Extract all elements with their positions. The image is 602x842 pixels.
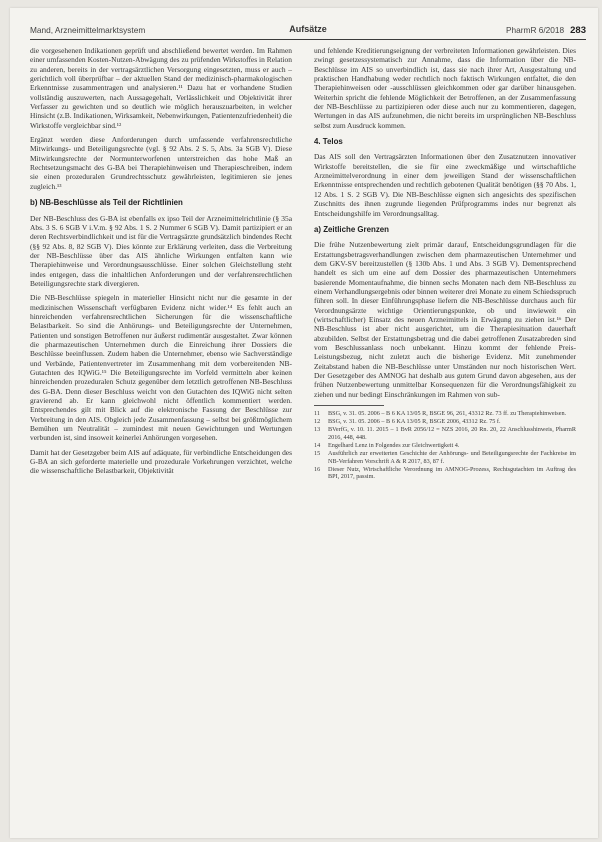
journal-page: [10, 8, 598, 838]
footnote: [314, 410, 576, 418]
footnote-text: Dieser Nutz, Wirtschaftliche Verordnung im AMNOG-Prozess, Rechtsgutachten im Auftrag des BPI, 2017, passim.: [328, 465, 576, 481]
footnote: [314, 442, 576, 450]
section-heading-4: 4. Telos: [314, 137, 343, 147]
footnote-number: 13: [314, 426, 321, 434]
paragraph: Ergänzt werden diese Anforderungen durch umfassende verfahrensrechtliche Mitwirkungs- und Beteiligungsrechte (vgl. § 92 Abs. 2 S. 5, Abs. 3a SGB V). Diese Mitwirkungsrechte der Normunterworfenen unterstreichen das hohe Maß an Rechtsetzungsmacht des G-BA bei Therapiehinweisen und Therapieschreiben, indem sie einen prozeduralen Grundrechtsschutz gewährleisten, legitimieren sie jenes zugleich.¹³: [30, 135, 292, 191]
footnote-number: 15: [314, 450, 321, 457]
footnote: [314, 450, 576, 465]
article-short-title: Mand, Arzneimittelmarktsystem: [30, 25, 146, 35]
paragraph: Die NB-Beschlüsse spiegeln in materieller Hinsicht nicht nur die gesamte in der medizinischen Wissenschaft verfügbaren Evidenz nicht wider.¹⁴ Es fehlt auch an hinreichenden verfahrensrechtlichen Sicherungen für die wissenschaftliche Belastbarkeit. So sind die Anhörungs- und Beteiligungsrechte der Unternehmen, Patienten und sonstigen Betroffenen nur äußerst rudimentär ausgestaltet. Zwar können die pharmazeutischen Unternehmen durch die Einreichung ihrer Dossiers die Beschlüsse beeinflussen. Zudem haben die Unternehmer, ebenso wie Sachverständige und Verbände, Patientenvertreter im Zusammenhang mit dem vorbereitenden NB-Gutachten des IQWiG.¹⁵ Die Beteiligungsrechte im Vorfeld vermitteln aber keinen hinreichenden prozeduralen Schutz gegenüber dem letztlich getroffenen NB-Beschluss des G-BA. Denn dieser Beschluss weicht von den Gutachten des IQWiG nicht selten gravierend ab. Er kann gleichwohl nicht öffentlich kommentiert werden. Entsprechendes gilt mit Blick auf die elektronische Fassung der Beschlüsse zur Verbreitung in den AIS. Obgleich jede Zusammenfassung – selbst bei größtmöglichem Bemühen um Neutralität – zumindest mit neuen Gewichtungen und Wertungen verbunden ist, sind insoweit keinerlei Anhörungen vorgesehen.: [30, 293, 292, 443]
footnote-rule: [314, 405, 384, 406]
footnote-number: 16: [314, 465, 321, 473]
journal-citation: PharmR 6/2018: [506, 25, 565, 35]
footnote-text: Ausführlich zur erweiterten Geschichte der Anhörungs- und Beteiligungsrechte der Fachkreise im NB-Verfahren Vorschrift A & R 2017, 83, 87 f.: [328, 450, 576, 465]
footnote-text: BSG, v. 31. 05. 2006 – B 6 KA 13/05 R, BSGE 96, 261, 43312 Rz. 73 ff. zu Therapiehinweisen.: [328, 410, 567, 418]
paragraph: die vorgesehenen Indikationen geprüft und abschließend bewertet werden. Im Rahmen einer umfassenden Kosten-Nutzen-Abwägung des zu prüfenden Wirkstoffes in Relation zu anderen, bereits in der vertragsärztlichen Versorgung eingesetzten, muss er auch – gerichtlich voll überprüfbar – der aktuellen Stand der medizinisch-pharmakologischen Erkenntnisse zusammentragen und analysieren.¹¹ Dazu hat er vorhandene Studien vollständig auszuwerten, nach Aussagegehalt, Verlässlichkeit und Objektivität ihrer Verfasser zu gewichten und so deutlich wie möglich herauszuarbeiten, in welcher Hinsicht (z.B. Indikationen, Wirksamkeit, Nebenwirkungen, Patientenzufriedenheit) die Wirkstoffe vergleichbar sind.¹²: [30, 46, 292, 130]
paragraph: Damit hat der Gesetzgeber beim AIS auf adäquate, für verbindliche Entscheidungen des G-BA an sich geforderte materielle und prozedurale Vorkehrungen verzichtet, welche die wissenschaftliche Belastbarkeit, Objektivität: [30, 447, 292, 476]
footnote-text: Engelhard Lenz in Folgendes zur Gleichwertigkeit 4.: [328, 441, 460, 449]
footnotes: [314, 410, 576, 481]
footnote-number: 11: [314, 410, 320, 418]
section-title: Aufsätze: [289, 24, 327, 34]
section-heading-b: b) NB-Beschlüsse als Teil der Richtlinien: [30, 198, 183, 208]
right-column: [314, 46, 576, 481]
paragraph: Die frühe Nutzenbewertung zielt primär darauf, Entscheidungsgrundlagen für die Erstattungsbetragsverhandlungen zwischen dem pharmazeutischen Unternehmer und dem GKV-SV bereitzustellen (§ 130b Abs. 1 und Abs. 3 SGB V). Dementsprechend handelt es sich um eine auf dem Dossier des pharmazeutischen Unternehmers basierende Momentaufnahme, die binnen sechs Monaten nach dem NB-Beschluss zu einem Verhandlungsergebnis oder binnen weiterer drei Monate zu einem Schiedsspruch führen soll. In dieser Einführungsphase liefern die NB-Beschlüsse durchaus auch für Verordnungsärzte wichtige Orientierungspunkte, ob und inwieweit ein (wirtschaftlicher) Einsatz des neuen Arzneimittels in Erwägung zu ziehen ist.¹⁶ Der NB-Beschluss ist aber nicht ausgerichtet, um die Therapiesituation dauerhaft abzubilden. Selbst der Erstattungsbetrag und die dabei getroffenen Zusatzabreden sind vom Beschlussanlass noch unbekannt. Hinzu kommt der fehlende Preis-Leistungsbezug, nicht zuletzt auch die bisherige Evidenz. Mit zunehmender Zeitabstand haben die NB-Beschlüsse unter Umständen nur noch historischen Wert. Der Gesetzgeber des AMNOG hat deshalb aus gutem Grund davon abgesehen, aus der frühen Nutzenbewertung unmittelbar Konsequenzen für die Verordnungsfähigkeit zu ziehen und nur bedingt Einschränkungen im Rahmen von sub-: [314, 240, 576, 399]
section-heading-a: a) Zeitliche Grenzen: [314, 224, 389, 234]
footnote-number: 14: [314, 441, 321, 449]
footnote-number: 12: [314, 418, 321, 426]
paragraph: und fehlende Kreditierungseignung der verbreiteten Informationen gewährleisten. Dies zwingt gesetzessystematisch zur Annahme, dass die Information über die NB-Beschlüsse im AIS so unverbindlich ist, dass sie nach ihrer Art, Ausgestaltung und praktischen Handhabung weder rechtlich noch faktisch Wirkungen entfaltet, die den Therapiehinweisen oder -ausschlüssen gleichkommen oder gar darüber hinausgehen. Weiterhin spricht die fehlende Möglichkeit der Betroffenen, an der Zusammenfassung der NB-Beschlüsse zu partizipieren oder diese auch nur zu kommentieren, dagegen, Wertungen in das AIS aufzunehmen, die nicht bereits im ursprünglichen NB-Beschluss selbst zum Ausdruck kommen.: [314, 46, 576, 130]
footnote-text: BSG, v. 31. 05. 2006 – B 6 KA 13/05 R, BSGE 2006, 43312 Rz. 75 f.: [328, 418, 501, 426]
paragraph: Das AIS soll den Vertragsärzten Informationen über den Zusatznutzen innovativer Wirkstoffe bereitstellen, die sie für eine zweckmäßige und wirtschaftliche Arzneimittelverordnung in einer dem jeweiligen Stand der wissenschaftlichen Erkenntnisse entsprechenden und rechtlich gebotenen Qualität benötigen (§§ 70 Abs. 1, 12 Abs. 1 S. 2 SGB V). Die NB-Beschlüsse eignen sich angesichts des spezifischen Zuschnitts des ihnen zugrunde liegenden Prüfprogramms indes nur begrenzt als Entscheidungshilfe im Verordnungsalltag.: [314, 152, 576, 218]
running-header: [30, 24, 586, 38]
footnote-text: BVerfG, v. 10. 11. 2015 – 1 BvR 2056/12 = NZS 2016, 20 Rn. 20, 22 Anschlusshinweis, PharmR 2016, 448, 448.: [328, 426, 576, 441]
left-column: [30, 46, 292, 481]
footnote: [314, 426, 576, 441]
footnote: [314, 466, 576, 481]
footnote: [314, 418, 576, 426]
journal-issue: [506, 25, 586, 36]
page-number: 283: [570, 25, 586, 36]
header-rule: [30, 39, 586, 40]
paragraph: Der NB-Beschluss des G-BA ist ebenfalls ex ipso Teil der Arzneimittelrichtlinie (§ 35a Abs. 3 S. 6 SGB V i.V.m. § 92 Abs. 1 S. 2 Nummer 6 SGB V). Damit partizipiert er an deren Rechtsverbindlichkeit und ist für die Vertragsärzte grundsätzlich bindendes Recht (§§ 92 Abs. 8, 82 SGB V). Dies könnte zur Erklärung verleiten, dass die Verbreitung der NB-Beschlüsse über das AIS ähnliche Wirkungen entfalten kann wie Therapiehinweise und Verordnungsausschlüsse. Einer solchen Gleichstellung steht indes entgegen, dass die inhaltlichen Anforderungen und der verfahrensrechtlichen Beteiligungsrechte stark divergieren.: [30, 213, 292, 288]
